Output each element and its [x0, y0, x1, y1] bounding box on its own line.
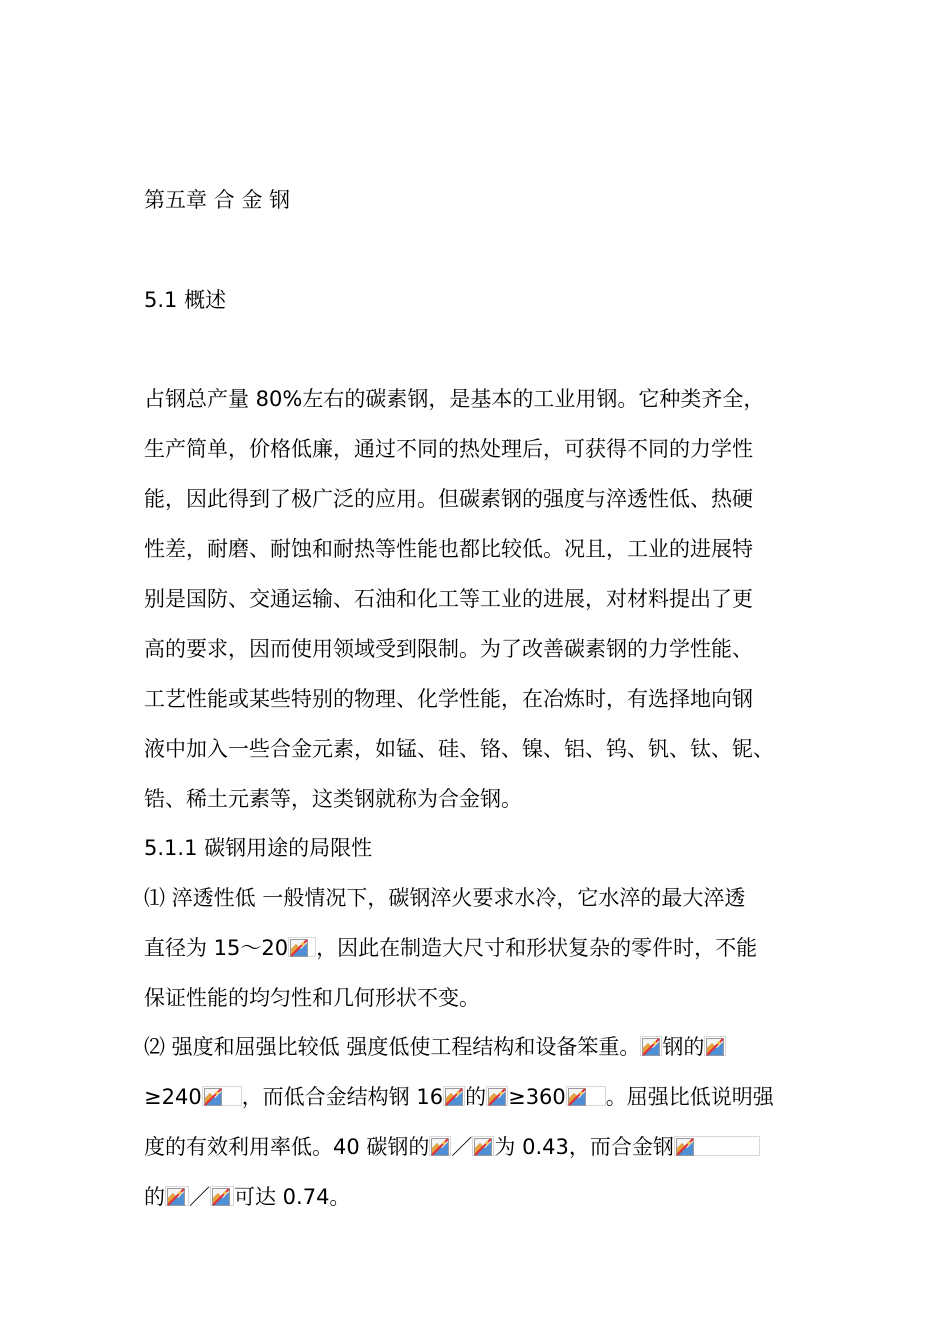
- paragraph-line: 性差，耐磨、耐蚀和耐热等性能也都比较低。况且，工业的进展特: [144, 537, 753, 561]
- paragraph-line: [144, 1182, 350, 1212]
- broken-image-icon: [202, 1086, 242, 1106]
- paragraph-line: [144, 933, 757, 963]
- chapter-title: 第五章 合 金 钢: [144, 188, 291, 212]
- broken-image-icon: [429, 1136, 451, 1156]
- paragraph-line: 锆、稀土元素等，这类钢就称为合金钢。: [144, 787, 522, 811]
- text-run: ≥360: [508, 1085, 566, 1109]
- text-run: ，而低合金结构钢 16: [241, 1085, 444, 1109]
- broken-image-icon: [486, 1086, 508, 1106]
- text-run: 。屈强比低说明强: [605, 1085, 774, 1109]
- broken-image-icon: [210, 1186, 234, 1206]
- text-run: 直径为 15～20: [144, 936, 289, 960]
- text-run: 为 0.43，而合金钢: [494, 1135, 674, 1159]
- paragraph-line: 液中加入一些合金元素，如锰、硅、铬、镍、铝、钨、钒、钛、铌、: [144, 737, 774, 761]
- broken-image-icon: [704, 1036, 726, 1056]
- text-run: 的: [144, 1185, 165, 1209]
- text-run: ≥240: [144, 1085, 202, 1109]
- paragraph-line: 能，因此得到了极广泛的应用。但碳素钢的强度与淬透性低、热硬: [144, 487, 753, 511]
- paragraph-line: [144, 1032, 726, 1062]
- broken-image-icon: [288, 937, 316, 957]
- subsection-title: 5.1.1 碳钢用途的局限性: [144, 836, 373, 860]
- paragraph-line: 占钢总产量 80%左右的碳素钢，是基本的工业用钢。它种类齐全，: [144, 387, 765, 411]
- text-run: ，因此在制造大尺寸和形状复杂的零件时，不能: [316, 936, 758, 960]
- text-run: ／: [451, 1135, 473, 1159]
- text-run: 可达 0.74。: [234, 1185, 351, 1209]
- text-run: ⑵ 强度和屈强比较低 强度低使工程结构和设备笨重。: [144, 1035, 641, 1059]
- paragraph-line: [144, 1082, 774, 1112]
- text-run: 钢的: [662, 1035, 705, 1059]
- paragraph-line: 别是国防、交通运输、石油和化工等工业的进展，对材料提出了更: [144, 587, 753, 611]
- text-run: 的: [465, 1085, 487, 1109]
- paragraph-line: 高的要求，因而使用领域受到限制。为了改善碳素钢的力学性能、: [144, 637, 753, 661]
- section-title: 5.1 概述: [144, 288, 227, 312]
- paragraph-line: ⑴ 淬透性低 一般情况下，碳钢淬火要求水冷，它水淬的最大淬透: [144, 886, 746, 910]
- text-run: ／: [189, 1185, 210, 1209]
- text-run: 度的有效利用率低。40 碳钢的: [144, 1135, 430, 1159]
- broken-image-icon: [566, 1086, 606, 1106]
- broken-image-icon: [640, 1036, 662, 1056]
- paragraph-line: [144, 1132, 760, 1162]
- paragraph-line: 生产简单，价格低廉，通过不同的热处理后，可获得不同的力学性: [144, 437, 753, 461]
- paragraph-line: 工艺性能或某些特别的物理、化学性能，在冶炼时，有选择地向钢: [144, 687, 753, 711]
- paragraph-line: 保证性能的均匀性和几何形状不变。: [144, 986, 480, 1010]
- broken-image-icon: [472, 1136, 494, 1156]
- broken-image-icon: [165, 1186, 189, 1206]
- broken-image-icon: [674, 1136, 760, 1156]
- broken-image-icon: [443, 1086, 465, 1106]
